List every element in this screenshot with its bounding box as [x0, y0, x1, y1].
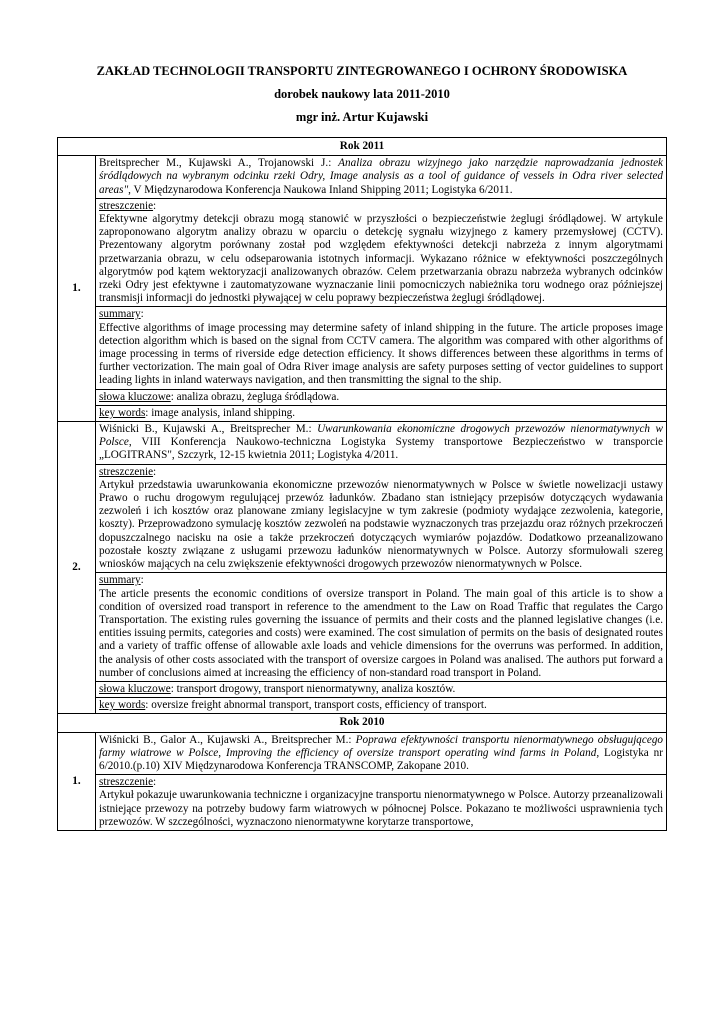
- keywords-en-row: [58, 698, 667, 714]
- keywords-pl-row: [58, 389, 667, 405]
- year-row: [58, 714, 667, 732]
- abstract-pl-label: streszczenie: [99, 199, 154, 212]
- keywords-pl-text: : transport drogowy, transport nienormatywny, analiza kosztów.: [170, 682, 456, 695]
- keywords-en-text: : image analysis, inland shipping.: [145, 406, 296, 419]
- keywords-en: [96, 698, 667, 714]
- citation-title: Poprawa efektywności transportu nienormatywnego obsługującego farmy wiatrowe w Polsce, Improving the efficiency of oversize transport operating wind farms in Poland,: [99, 733, 664, 759]
- abstract-row: [58, 775, 667, 831]
- keywords-pl: [96, 389, 667, 405]
- citation-authors: Wiśnicki B., Kujawski A., Breitsprecher M.:: [99, 423, 318, 436]
- citation: [96, 422, 667, 465]
- abstract-pl: streszczenie: Artykuł pokazuje uwarunkowania techniczne i organizacyjne transportu nienormatywnego w Polsce. Autorzy przeanalizowali istniejące przewozy na potrzeby budowy farm wiatrowych w północnej Polsce. Pokazano te możliwości usprawnienia tych przewozów. W szczególności, wyznaczono nienormatywne korytarze transportowe,: [96, 775, 667, 831]
- citation-title: Analiza obrazu wizyjnego jako narzędzie naprowadzania jednostek śródlądowych na wybranym odcinku rzeki Odry, Image analysis as a tool of guidance of vessels in Odra river selected areas": [99, 157, 663, 196]
- summary-row: [58, 307, 667, 389]
- citation-authors: Wiśnicki B., Galor A., Kujawski A., Breitsprecher M.:: [99, 733, 356, 746]
- summary-text: The article presents the economic conditions of oversize transport in Poland. The main goal of this article is to show a condition of oversized road transport in reference to the amendment to the Law on Road Traffic that regulates the Cargo Transportation. The existing rules governing the issuance of permits and their costs and the planned legislative changes (i.e. entities issuing permits, categories and costs) were examined. The cost simulation of permits on the basis of designated routes and a variety of traffic offense of allowable axle loads and vehicle dimensions for the overruns was performed. In addition, the analysis of other costs associated with the transport of oversize cargoes in Poland was analised. The authors put forward a number of conclusions aimed at increasing the efficiency of non-standard road transport in Poland.: [99, 587, 663, 679]
- entry-number: 1.: [58, 732, 96, 830]
- summary-en: summary: The article presents the economic conditions of oversize transport in Poland. The main goal of this article is to show a condition of oversized road transport in reference to the amendment to the Law on Road Traffic that regulates the Cargo Transportation. The existing rules governing the issuance of permits and their costs and the planned legislative changes (i.e. entities issuing permits, categories and costs) were examined. The cost simulation of permits on the basis of designated routes and a variety of traffic offense of allowable axle loads and vehicle dimensions for the overruns was performed. In addition, the analysis of other costs associated with the transport of oversize cargoes in Poland was analised. The authors put forward a number of conclusions aimed at increasing the efficiency of non-standard road transport in Poland.: [96, 573, 667, 682]
- citation-row: [58, 422, 667, 465]
- keywords-en-row: [58, 405, 667, 421]
- keywords-en: [96, 405, 667, 421]
- citation-details: , VIII Konferencja Naukowo-techniczna Logistyka Systemy transportowe Bezpieczeństwo w transporcie „LOGITRANS", Szczyrk, 12-15 kwietnia 2011; Logistyka 4/2011.: [99, 436, 663, 462]
- keywords-pl: [96, 681, 667, 697]
- citation-details: , V Międzynarodowa Konferencja Naukowa Inland Shipping 2011; Logistyka 6/2011.: [128, 183, 513, 196]
- keywords-pl-label: słowa kluczowe: [99, 682, 171, 695]
- keywords-pl-text: : analiza obrazu, żegluga śródlądowa.: [170, 390, 340, 403]
- abstract-row: [58, 198, 667, 307]
- summary-text: Effective algorithms of image processing may determine safety of inland shipping in the future. The article proposes image detection algorithm which is based on the signal from CCTV camera. The algorithm was compared with other algorithms of image processing in terms of riverside edge detection efficiency. It shows differences between these algorithms in terms of further vectorization. The main goal of Odra River image analysis are safety purposes setting of vector guidelines to support leading lights in inland waterways navigation, and then transmitting the signal to the ship.: [99, 321, 663, 387]
- keywords-en-text: : oversize freight abnormal transport, transport costs, efficiency of transport.: [145, 699, 487, 712]
- citation: [96, 156, 667, 199]
- abstract-pl-text: Artykuł pokazuje uwarunkowania techniczne i organizacyjne transportu nienormatywnego w Polsce. Autorzy przeanalizowali istniejące przewozy na potrzeby budowy farm wiatrowych w północnej Polsce. Pokazano te możliwości usprawnienia tych przewozów. W szczególności, wyznaczono nienormatywne korytarze transportowe,: [99, 789, 663, 828]
- citation-row: [58, 732, 667, 775]
- citation-details: Logistyka nr 6/2010.(p.10) XIV Międzynarodowa Konferencja TRANSCOMP, Zakopane 2010.: [99, 746, 663, 772]
- citation-authors: Breitsprecher M., Kujawski A., Trojanowski J.:: [99, 157, 339, 170]
- subtitle: dorobek naukowy lata 2011-2010: [274, 87, 450, 101]
- abstract-row: [58, 464, 667, 573]
- institution-title: ZAKŁAD TECHNOLOGII TRANSPORTU ZINTEGROWANEGO I OCHRONY ŚRODOWISKA: [96, 64, 628, 78]
- citation: [96, 732, 667, 775]
- keywords-en-label: key words: [99, 699, 146, 712]
- summary-label: summary: [99, 574, 141, 587]
- abstract-pl: streszczenie: Efektywne algorytmy detekcji obrazu mogą stanowić w przyszłości o bezpieczeństwie żeglugi śródlądowej. W artykule zaproponowano algorytm analizy obrazu w oparciu o detekcję sygnału wizyjnego z kamery przemysłowej (CCTV). Prezentowany algorytm porównany został pod względem efektywności detekcji nabrzeża z innym algorytmami przetwarzania obrazu, w celu odseparowania istotnych informacji. Wykazano różnice w efektywności poszczególnych algorytmów pod kątem wektoryzacji analizowanych obrazów. Celem przetwarzania obrazu nabrzeża wybranych odcinków rzeki Odry jest efektywne i zautomatyzowane wyznaczanie linii pomocniczych nabieżnika toru wodnego oraz późniejszej transmisji informacji do jednostki pływającej w celu poprawy bezpieczeństwa żeglugi śródlądowej.: [96, 198, 667, 307]
- abstract-pl-text: Artykuł przedstawia uwarunkowania ekonomiczne przewozów nienormatywnych w Polsce w świetle nowelizacji ustawy Prawo o ruchu drogowym regulującej przewóz ładunków. Zbadano stan istniejący przepisów dotyczących wydawania zezwoleń i ich kosztów oraz planowane zmiany legislacyjne w tym zakresie (podmioty wydające zezwolenia, kategorie, koszty). Przeprowadzono symulację kosztów zezwoleń na podstawie wyznaczonych tras przejazdu oraz różnych przekroczeń dopuszczalnego nacisku na osie a także przekroczeń dotyczących wymiarów pojazdów. Dodatkowo przeanalizowano pozostałe koszty związane z usługami przewozu ładunków nienormatywnych w Polsce. Autorzy sformułowali szereg wniosków mających na celu zwiększenie efektywności drogowych przewozów nienormatywnych w Polsce.: [99, 478, 663, 571]
- abstract-pl: streszczenie: Artykuł przedstawia uwarunkowania ekonomiczne przewozów nienormatywnych w Polsce w świetle nowelizacji ustawy Prawo o ruchu drogowym regulującej przewóz ładunków. Zbadano stan istniejący przepisów dotyczących wydawania zezwoleń i ich kosztów oraz planowane zmiany legislacyjne w tym zakresie (podmioty wydające zezwolenia, kategorie, koszty). Przeprowadzono symulację kosztów zezwoleń na podstawie wyznaczonych tras przejazdu oraz różnych przekroczeń dopuszczalnego nacisku na osie a także przekroczeń dotyczących wymiarów pojazdów. Dodatkowo przeanalizowano pozostałe koszty związane z usługami przewozu ładunków nienormatywnych w Polsce. Autorzy sformułowali szereg wniosków mających na celu zwiększenie efektywności drogowych przewozów nienormatywnych w Polsce.: [96, 464, 667, 573]
- abstract-pl-label: streszczenie: [99, 465, 154, 478]
- summary-row: [58, 573, 667, 682]
- author-name: mgr inż. Artur Kujawski: [295, 110, 429, 124]
- keywords-en-label: key words: [99, 406, 146, 419]
- publications-table: [57, 137, 667, 831]
- abstract-pl-text: Efektywne algorytmy detekcji obrazu mogą stanowić w przyszłości o bezpieczeństwie żeglugi śródlądowej. W artykule zaproponowano algorytm analizy obrazu w oparciu o detekcję sygnału wizyjnego z kamery przemysłowej (CCTV). Prezentowany algorytm porównany został pod względem efektywności detekcji nabrzeża z innym algorytmami przetwarzania obrazu, w celu odseparowania istotnych informacji. Wykazano różnice w efektywności poszczególnych algorytmów pod kątem wektoryzacji analizowanych obrazów. Celem przetwarzania obrazu nabrzeża wybranych odcinków rzeki Odry jest efektywne i zautomatyzowane wyznaczanie linii pomocniczych nabieżnika toru wodnego oraz późniejszej transmisji informacji do jednostki pływającej w celu poprawy bezpieczeństwa żeglugi śródlądowej.: [99, 213, 663, 305]
- citation-row: [58, 156, 667, 199]
- year-row: [58, 138, 667, 156]
- year-heading: Rok 2011: [58, 138, 667, 156]
- summary-en: summary: Effective algorithms of image processing may determine safety of inland shipping in the future. The article proposes image detection algorithm which is based on the signal from CCTV camera. The algorithm was compared with other algorithms of image processing in terms of riverside edge detection efficiency. It shows differences between these algorithms in terms of further vectorization. The main goal of Odra River image analysis are safety purposes setting of vector guidelines to support leading lights in inland waterways navigation, and then transmitting the signal to the ship.: [96, 307, 667, 389]
- entry-number: 2.: [58, 422, 96, 714]
- abstract-pl-label: streszczenie: [99, 776, 154, 789]
- citation-title: Uwarunkowania ekonomiczne drogowych przewozów nienormatywnych w Polsce: [99, 423, 663, 449]
- entry-number: 1.: [58, 156, 96, 422]
- summary-label: summary: [99, 308, 141, 321]
- keywords-pl-label: słowa kluczowe: [99, 390, 171, 403]
- year-heading: Rok 2010: [58, 714, 667, 732]
- keywords-pl-row: [58, 681, 667, 697]
